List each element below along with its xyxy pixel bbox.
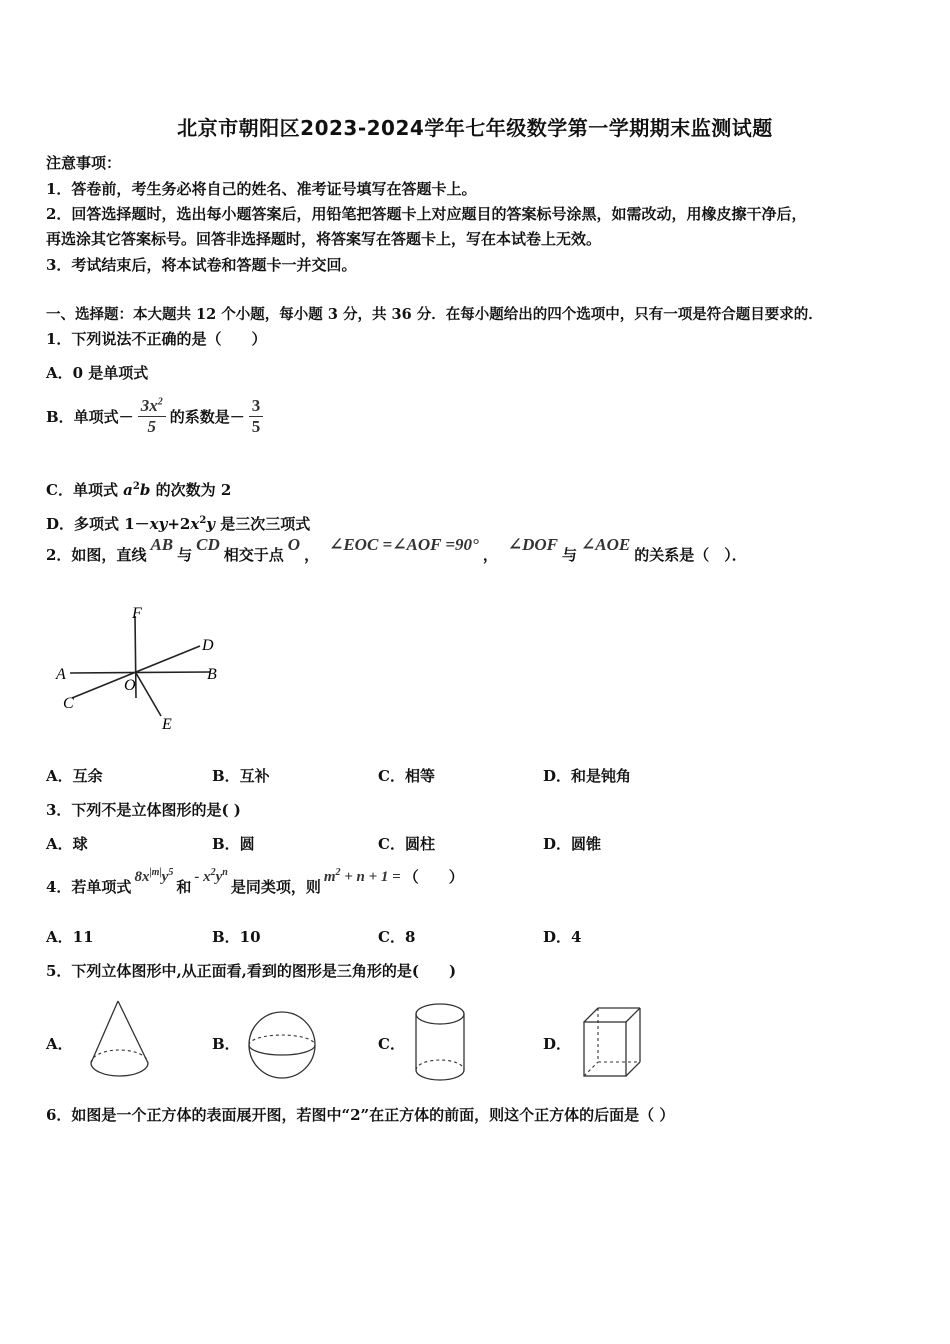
q2-comma2: ， [482,546,498,564]
q2-tail: 的关系是（ ）． [634,546,747,564]
q1-option-c [46,479,231,500]
q4-m1: 8x [134,869,150,885]
q4-option-b: B．10 [212,928,261,946]
question-3-stem: 3．下列不是立体图形的是( ) [46,801,241,819]
q2-option-d: D．和是钝角 [543,767,632,785]
q4-expr-sup: 2 [335,867,341,878]
q1-b-den2: 5 [251,417,261,436]
section-heading: 一、选择题：本大题共 12 个小题，每小题 3 分，共 36 分．在每小题给出的四个选项中，只有一项是符合题目要求的． [46,306,823,323]
q3-option-d: D．圆锥 [543,835,602,853]
q4-m2-sup: 2 [210,867,216,878]
q2-o: O [287,534,301,554]
label-b: B [207,666,217,683]
line-ab [70,672,210,673]
q1-d-mid: +2 [167,515,191,533]
notice-item: 3．考试结束后，将本试卷和答题卡一并交回。 [46,256,357,274]
q4-m1-sup: |m| [149,867,162,878]
q1-d-suffix: 是三次三项式 [215,515,311,533]
q5-label-b: B． [212,1035,240,1053]
q4-and: 和 [176,878,192,896]
question-2-stem [46,534,747,565]
q2-cd: CD [196,534,220,554]
q4-monomial-1 [134,867,173,886]
q1-b-prefix: B．单项式－ [46,408,134,426]
q4-option-c: C．8 [378,928,416,946]
notice-heading: 注意事项： [46,154,122,172]
q4-tail: （ ） [403,868,464,886]
q1-c-prefix: C．单项式 [46,481,124,499]
q1-d-math3: y [206,515,215,533]
q4-m2b-sup: n [222,867,228,878]
q1-c-math: a [123,481,133,499]
q1-b-mid: 的系数是－ [169,408,245,426]
q2-yu2: 与 [562,546,578,564]
q1-option-d [46,513,310,534]
q1-b-fraction2 [249,396,264,437]
q4-expr-tail: + n + 1 = [340,869,401,885]
label-a: A [56,666,66,683]
label-c: C [63,695,74,712]
q1-d-math: xy [149,515,168,533]
cylinder-figure [412,1000,472,1086]
question-5-stem: 5．下列立体图形中,从正面看,看到的图形是三角形的是( ) [46,962,457,980]
cuboid-figure [580,1004,646,1080]
cone-figure [86,997,156,1083]
q2-jiao: 相交于点 [223,546,284,564]
q1-d-prefix: D．多项式 1－ [46,515,150,533]
q1-b-sup: 2 [157,396,163,408]
q2-ab: AB [150,534,174,554]
page-title: 北京市朝阳区2023-2024学年七年级数学第一学期期末监测试题 [177,116,773,140]
label-d: D [202,637,214,654]
q2-aoe: ∠AOE [581,534,631,554]
q4-stem-a: 4．若单项式 [46,878,132,896]
notice-item: 2．回答选择题时，选出每小题答案后，用铅笔把答题卡上对应题目的答案标号涂黑，如需改动，用橡皮擦干净后， [46,205,807,223]
q4-option-a: A．11 [46,928,94,946]
label-f: F [132,605,142,622]
q2-yu: 与 [177,546,193,564]
q2-stem-a: 2．如图，直线 [46,546,147,564]
q4-monomial-2 [194,867,227,886]
question-4-stem [46,866,464,896]
q1-c-suffix: 的次数为 2 [150,481,232,499]
q5-label-d: D． [543,1035,572,1053]
q1-b-num2: 3 [249,396,264,417]
q2-comma: ， [304,546,320,564]
q5-label-c: C． [378,1035,405,1053]
q2-figure [50,598,240,738]
q3-option-a: A．球 [46,835,88,853]
q4-m2b: y [215,869,223,885]
q2-dof: ∠DOF [507,534,559,554]
line-oe [136,673,161,716]
notice-item: 1．答卷前，考生务必将自己的姓名、准考证号填写在答题卡上。 [46,180,477,198]
label-o: O [124,677,136,694]
q1-b-fraction [138,396,166,437]
q4-m1b: y [161,869,169,885]
q1-b-num: 3x [140,396,158,415]
q1-d-sup: 2 [199,515,207,526]
q4-option-d: D．4 [543,928,582,946]
sphere-figure [246,1008,322,1084]
q4-mid: 是同类项，则 [230,878,321,896]
q3-option-c: C．圆柱 [378,835,435,853]
q2-angle-eq: ∠EOC =∠AOF =90° [329,534,479,554]
q3-option-b: B．圆 [212,835,255,853]
q1-b-den: 5 [147,417,156,436]
q1-d-math2: x [190,515,200,533]
q4-expression [324,867,401,886]
q1-option-a: A．0 是单项式 [46,364,149,382]
q5-label-a: A． [46,1035,73,1053]
q2-option-a: A．互余 [46,767,103,785]
q4-m1b-sup: 5 [168,867,174,878]
notice-item: 再选涂其它答案标号。回答非选择题时，将答案写在答题卡上，写在本试卷上无效。 [46,230,602,248]
label-e: E [162,716,172,733]
q1-c-sup: 2 [132,481,140,492]
q4-m2: - x [194,869,211,885]
q1-c-math2: b [139,481,151,499]
q2-option-c: C．相等 [378,767,435,785]
question-1-stem: 1．下列说法不正确的是（ ） [46,330,267,348]
q2-option-b: B．互补 [212,767,270,785]
q1-option-b [46,396,263,437]
q4-expr: m [323,869,336,885]
question-6-stem: 6．如图是一个正方体的表面展开图，若图中“2”在正方体的前面，则这个正方体的后面是（ ） [46,1106,675,1124]
